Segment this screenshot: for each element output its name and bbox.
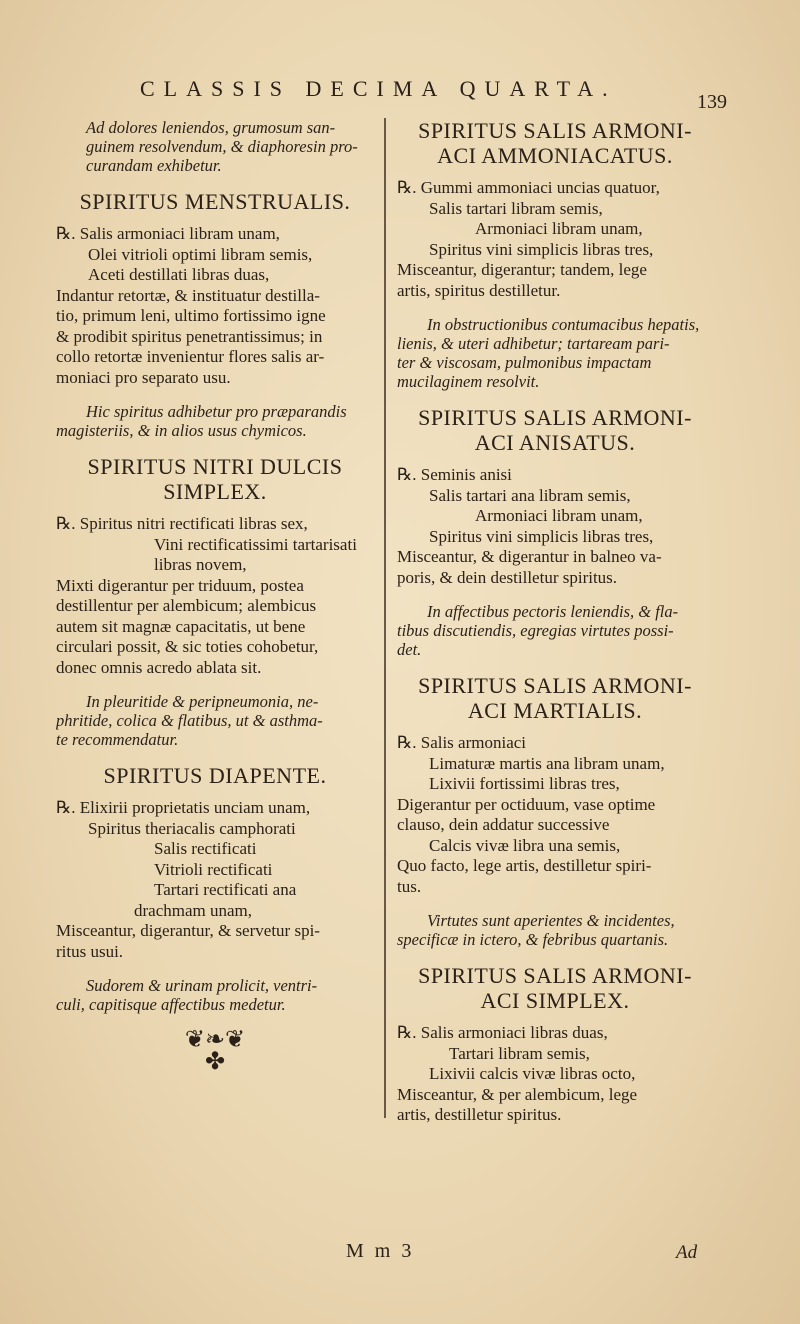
recipe-line: circulari possit, & sic toties cohobetur, xyxy=(56,637,319,656)
recipe-menstrualis xyxy=(56,224,374,388)
column-divider xyxy=(384,118,386,1118)
recipe-line: Armoniaci libram unam, xyxy=(475,219,643,238)
recipe-ammoniacatus xyxy=(397,178,713,301)
usage-note-diapente: Sudorem & urinam prolicit, ventri- culi, capitisque affectibus medetur. xyxy=(56,976,318,1014)
recipe-line: Salis rectificati xyxy=(154,839,257,858)
section-title-martialis: SPIRITUS SALIS ARMONI- ACI MARTIALIS. xyxy=(418,673,692,723)
recipe-line: ℞. Gummi ammoniaci uncias quatuor, xyxy=(397,178,660,197)
recipe-line: Indantur retortæ, & instituatur destilla- xyxy=(56,285,320,305)
section-title-ammoniacatus: SPIRITUS SALIS ARMONI- ACI AMMONIACATUS. xyxy=(418,118,692,168)
note-line: guinem resolvendum, & diaphoresin pro- xyxy=(86,137,358,156)
recipe-diapente xyxy=(56,798,374,962)
recipe-line: ℞. Salis armoniaci xyxy=(397,733,527,752)
recipe-line: ℞. Elixirii proprietatis unciam unam, xyxy=(56,798,311,817)
recipe-line: ritus usui. xyxy=(56,941,124,961)
intro-note xyxy=(56,118,374,175)
recipe-line: Vitrioli rectificati xyxy=(154,859,273,879)
printers-ornament-icon: ❦❧❦ ✤ xyxy=(184,1025,246,1075)
recipe-line: Lixivii calcis vivæ libras octo, xyxy=(429,1064,636,1083)
recipe-line: Spiritus vini simplicis libras tres, xyxy=(429,239,654,259)
recipe-line: poris, & dein destilletur spiritus. xyxy=(397,567,618,587)
recipe-line: clauso, dein addatur successive xyxy=(397,815,610,834)
recipe-line: destillentur per alembicum; alembicus xyxy=(56,596,317,615)
left-column xyxy=(56,118,374,1075)
recipe-line: Aceti destillati libras duas, xyxy=(88,265,270,284)
running-head: CLASSIS DECIMA QUARTA. xyxy=(140,76,617,101)
recipe-line: Digerantur per octiduum, vase optime xyxy=(397,794,656,814)
page-number: 139 xyxy=(697,91,727,113)
recipe-line: Spiritus vini simplicis libras tres, xyxy=(429,526,654,546)
recipe-line: Salis tartari ana libram semis, xyxy=(429,485,631,505)
recipe-line: Armoniaci libram unam, xyxy=(475,506,643,525)
right-column xyxy=(397,118,713,1140)
usage-note-menstrualis: Hic spiritus adhibetur pro præparandis magisteriis, & in alios usus chymicos. xyxy=(56,402,347,440)
recipe-line: Quo facto, lege artis, destilletur spiri- xyxy=(397,856,652,875)
recipe-line: Mixti digerantur per triduum, postea xyxy=(56,575,304,595)
recipe-line: ℞. Spiritus nitri rectificati libras sex, xyxy=(56,514,308,533)
recipe-line: Lixivii fortissimi libras tres, xyxy=(429,774,620,793)
recipe-anisatus xyxy=(397,465,713,588)
recipe-line: ℞. Seminis anisi xyxy=(397,465,512,484)
note-line: curandam exhibetur. xyxy=(86,156,222,175)
recipe-line: artis, destilletur spiritus. xyxy=(397,1105,562,1124)
recipe-line: Spiritus theriacalis camphorati xyxy=(88,818,296,838)
recipe-line: artis, spiritus destilletur. xyxy=(397,280,561,300)
recipe-nitri-dulcis xyxy=(56,514,374,678)
recipe-line: collo retortæ invenientur flores salis ar- xyxy=(56,347,325,366)
recipe-martialis xyxy=(397,733,713,897)
recipe-line: ℞. Salis armoniaci libram unam, xyxy=(56,224,280,243)
recipe-line: Tartari libram semis, xyxy=(449,1043,590,1063)
recipe-line: Tartari rectificati ana xyxy=(154,880,297,899)
recipe-line: Misceantur, digerantur, & servetur spi- xyxy=(56,921,320,940)
usage-note-martialis: Virtutes sunt aperientes & incidentes, specificæ in ictero, & febribus quartanis. xyxy=(397,911,675,949)
recipe-line: Misceantur, & digerantur in balneo va- xyxy=(397,547,662,566)
signature-mark: M m 3 xyxy=(346,1240,415,1262)
recipe-line: tio, primum leni, ultimo fortissimo igne xyxy=(56,306,326,325)
recipe-line: donec omnis acredo ablata sit. xyxy=(56,657,262,677)
recipe-line: libras novem, xyxy=(154,555,247,574)
usage-note-nitri-dulcis: In pleuritide & peripneumonia, ne- phritide, colica & flatibus, ut & asthma- te recommendatur. xyxy=(56,692,323,749)
recipe-line: Limaturæ martis ana libram unam, xyxy=(429,753,665,773)
recipe-line: Calcis vivæ libra una semis, xyxy=(429,835,621,855)
recipe-line: Olei vitrioli optimi libram semis, xyxy=(88,244,313,264)
section-title-nitri-dulcis: SPIRITUS NITRI DULCIS SIMPLEX. xyxy=(87,454,343,504)
recipe-line: ℞. Salis armoniaci libras duas, xyxy=(397,1023,608,1042)
section-title-diapente: SPIRITUS DIAPENTE. xyxy=(103,763,327,788)
recipe-line: & prodibit spiritus penetrantissimus; in xyxy=(56,326,323,346)
recipe-simplex xyxy=(397,1023,713,1126)
recipe-line: Salis tartari libram semis, xyxy=(429,198,603,218)
recipe-line: drachmam unam, xyxy=(134,900,253,920)
section-title-anisatus: SPIRITUS SALIS ARMONI- ACI ANISATUS. xyxy=(418,405,692,455)
recipe-line: moniaci pro separato usu. xyxy=(56,367,231,387)
usage-note-ammoniacatus: In obstructionibus contumacibus hepatis, lienis, & uteri adhibetur; tartaream pari- ter & viscosam, pulmonibus impactam mucilaginem resolvit. xyxy=(397,315,700,391)
note-line: Ad dolores leniendos, grumosum san- xyxy=(86,118,336,137)
section-title-menstrualis: SPIRITUS MENSTRUALIS. xyxy=(79,189,351,214)
recipe-line: autem sit magnæ capacitatis, ut bene xyxy=(56,616,306,636)
recipe-line: Misceantur, digerantur; tandem, lege xyxy=(397,260,647,279)
recipe-line: tus. xyxy=(397,876,422,896)
usage-note-anisatus: In affectibus pectoris leniendis, & fla- tibus discutiendis, egregias virtutes possi- det. xyxy=(397,602,679,659)
recipe-line: Vini rectificatissimi tartarisati xyxy=(154,534,357,554)
catchword: Ad xyxy=(676,1242,698,1263)
recipe-line: Misceantur, & per alembicum, lege xyxy=(397,1084,638,1104)
section-title-simplex: SPIRITUS SALIS ARMONI- ACI SIMPLEX. xyxy=(418,963,692,1013)
